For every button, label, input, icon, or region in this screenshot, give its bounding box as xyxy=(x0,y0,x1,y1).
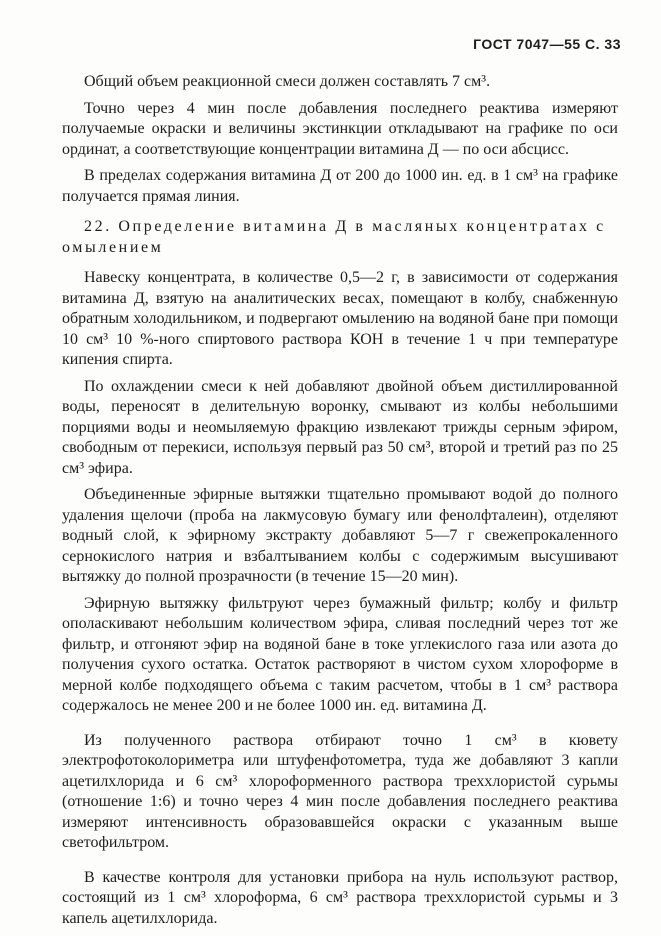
paragraph: По охлаждении смеси к ней добавляют двойной объем дистиллированной воды, переносят в делительную воронку, смывают из колбы небольшими порциями воды и неомыляемую фракцию извлекают трижды серным эфиром, свободным от перекиси, используя первый раз 50 см³, второй и третий раз по 25 см³ эфира. xyxy=(62,377,618,477)
paragraph: В пределах содержания витамина Д от 200 до 1000 ин. ед. в 1 см³ на графике получается прямая линия. xyxy=(62,167,618,205)
section-heading: 22. Определение витамина Д в масляных концентратах с омылением xyxy=(62,218,606,256)
paragraph: Навеску концентрата, в количестве 0,5—2 г, в зависимости от содержания витамина Д, взятую на аналитических весах, помещают в колбу, снабженную обратным холодильником, и подвергают омылению на водяной бане при помощи 10 см³ 10 %-ного спиртового раствора КОН в течение 1 ч при температуре кипения спирта. xyxy=(62,269,618,368)
document-body xyxy=(62,72,618,929)
page-header: ГОСТ 7047—55 С. 33 xyxy=(473,36,621,52)
paragraph: Точно через 4 мин после добавления последнего реактива измеряют получаемые окраски и величины экстинкции откладывают на графике по оси ординат, а соответствующие концентрации витамина Д — по оси абсцисс. xyxy=(62,99,618,158)
paragraph: Эфирную вытяжку фильтруют через бумажный фильтр; колбу и фильтр ополаскивают небольшим количеством эфира, сливая последний через тот же фильтр, и отгоняют эфир на водяной бане в токе углекислого газа или азота до получения сухого остатка. Остаток растворяют в чистом сухом хлороформе в мерной колбе подходящего объема с таким расчетом, чтобы в 1 см³ раствора содержалось не менее 200 и не более 1000 ин. ед. витамина Д. xyxy=(62,594,618,714)
paragraph: Объединенные эфирные вытяжки тщательно промывают водой до полного удаления щелочи (проба на лакмусовую бумагу или фенолфталеин), отделяют водный слой, к эфирному экстракту добавляют 5—7 г свежепрокаленного сернокислого натрия и взбалтыванием колбы с содержимым высушивают вытяжку до полной прозрачности (в течение 15—20 мин). xyxy=(62,486,618,585)
paragraph: В качестве контроля для установки прибора на нуль используют раствор, состоящий из 1 см³ хлороформа, 6 см³ раствора треххлористой сурьмы и 3 капель ацетилхлорида. xyxy=(62,868,618,927)
paragraph: Из полученного раствора отбирают точно 1 см³ в кювету электрофотоколориметра или штуфенфотометра, туда же добавляют 3 капли ацетилхлорида и 6 см³ хлороформенного раствора треххлористой сурьмы (отношение 1:6) и точно через 4 мин после добавления последнего реактива измеряют интенсивность образовавшейся окраски с указанным выше светофильтром. xyxy=(62,731,618,851)
paragraph: Общий объем реакционной смеси должен составлять 7 см³. xyxy=(84,73,491,90)
